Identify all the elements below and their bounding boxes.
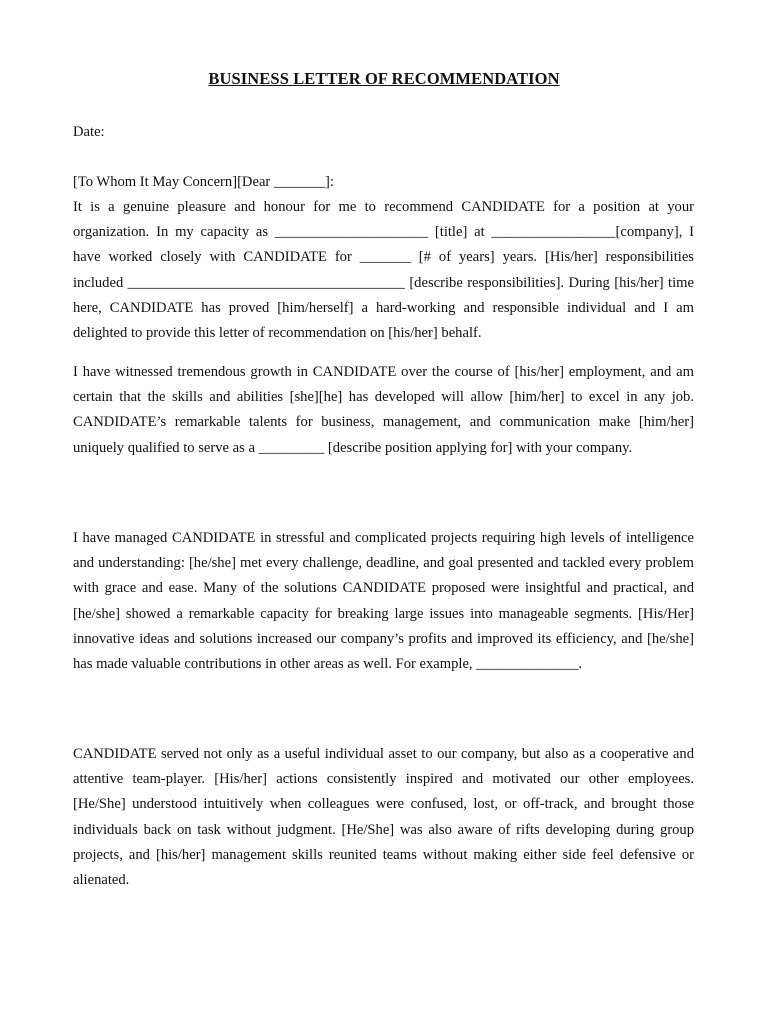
date-label: Date: bbox=[73, 124, 105, 140]
salutation: [To Whom It May Concern][Dear _______]: bbox=[73, 174, 334, 190]
paragraph-introduction: It is a genuine pleasure and honour for me to recommend CANDIDATE for a position at your organization. In my capacity as _____________________ [title] at _________________[company], I have worked closely with CANDIDATE for _______ [# of years] years. [His/her] responsibilities included ______________________________________ [describe responsibilities]. During [his/her] time here, CANDIDATE has proved [him/herself] a hard-working and responsible individual and I am delighted to provide this letter of recommendation on [his/her] behalf. bbox=[73, 199, 694, 342]
paragraph-projects: I have managed CANDIDATE in stressful and complicated projects requiring high levels of intelligence and understanding: [he/she] met every challenge, deadline, and goal presented and tackled every problem with grace and ease. Many of the solutions CANDIDATE proposed were insightful and practical, and [he/she] showed a remarkable capacity for breaking large issues into manageable segments. [His/Her] innovative ideas and solutions increased our company’s profits and improved its efficiency, and [he/she] has made valuable contributions in other areas as well. For example, ______________. bbox=[73, 530, 694, 673]
document-title: BUSINESS LETTER OF RECOMMENDATION bbox=[208, 69, 560, 88]
paragraph-growth: I have witnessed tremendous growth in CANDIDATE over the course of [his/her] employment, and am certain that the skills and abilities [she][he] has developed will allow [him/her] to excel in any job. CANDIDATE’s remarkable talents for business, management, and communication make [him/her] uniquely qualified to serve as a _________ [describe position applying for] with your company. bbox=[73, 364, 694, 456]
paragraph-teamwork: CANDIDATE served not only as a useful individual asset to our company, but also as a cooperative and attentive team-player. [His/her] actions consistently inspired and motivated our other employees. [He/She] understood intuitively when colleagues were confused, lost, or off-track, and brought those individuals back on task without judgment. [He/She] was also aware of rifts developing during group projects, and [his/her] management skills reunited teams without making either side feel defensive or alienated. bbox=[73, 746, 694, 889]
